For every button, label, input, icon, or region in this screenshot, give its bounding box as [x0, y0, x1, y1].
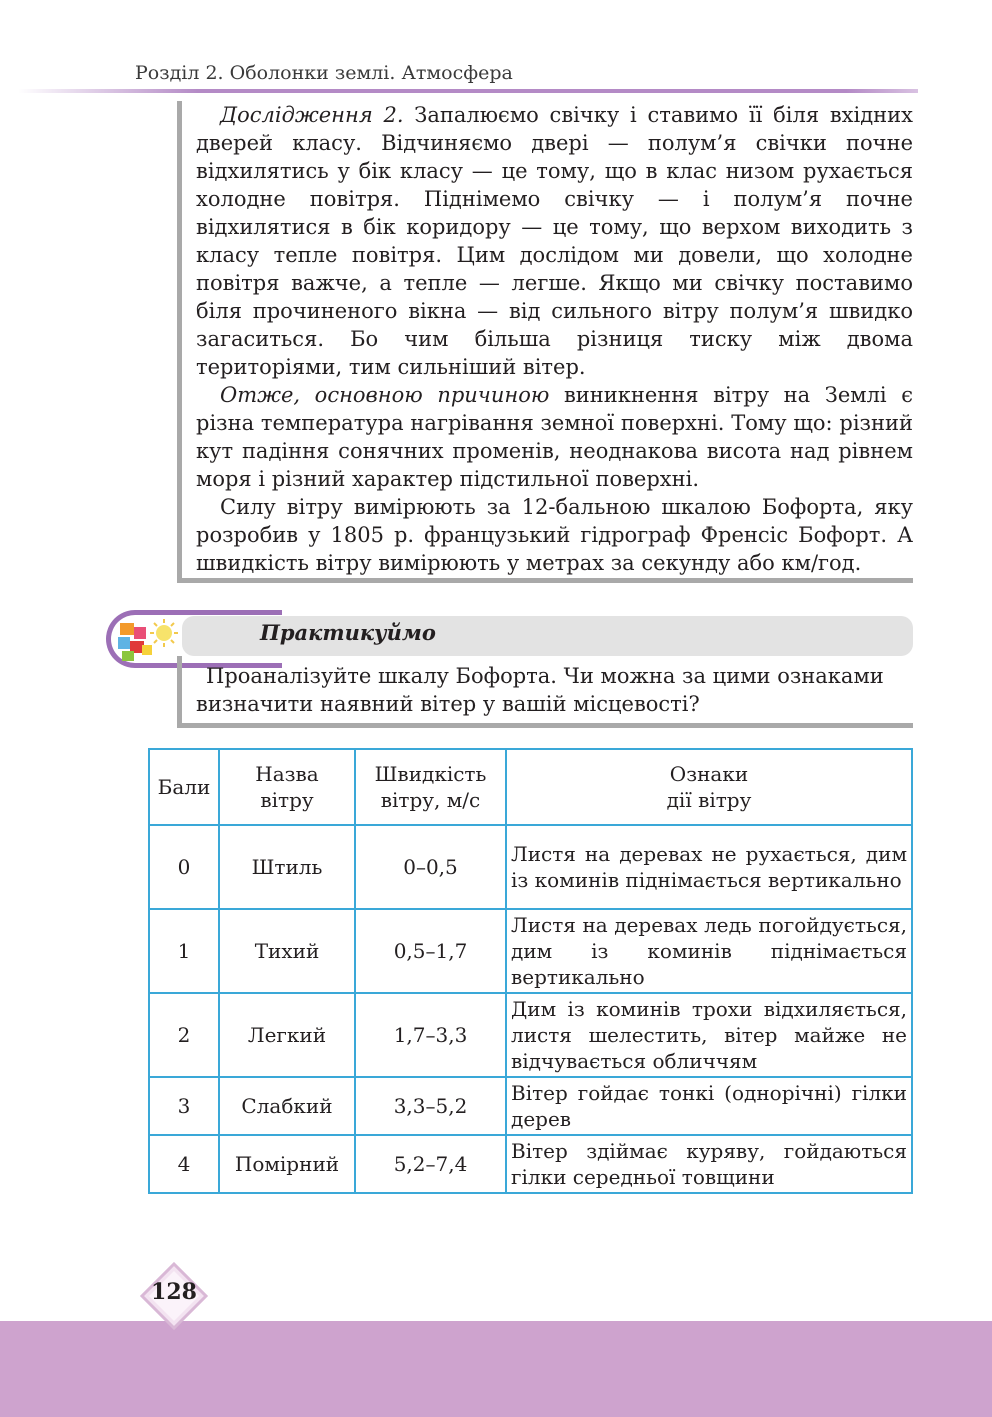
cell-points: 3 — [149, 1077, 219, 1135]
cell-signs: Листя на деревах ледь погойдується, дим із коминів піднімається вертикально — [506, 909, 912, 993]
paragraph-beaufort: Силу вітру вимірюють за 12-бальною шкалою Бофорта, яку розробив у 1805 р. французький гідрограф Френсіс Бофорт. А швидкість вітру вимірюють у метрах за секунду або км/год. — [196, 495, 913, 575]
cell-wind-name: Штиль — [219, 825, 355, 909]
puzzle-icon — [114, 617, 186, 667]
main-text-block — [177, 101, 913, 583]
footer-band — [0, 1321, 992, 1417]
beaufort-table — [148, 748, 913, 1194]
chapter-header: Розділ 2. Оболонки землі. Атмосфера — [135, 62, 513, 84]
paragraph-research-lead: Дослідження 2. — [220, 103, 404, 127]
cell-points: 0 — [149, 825, 219, 909]
header-signs — [506, 749, 912, 825]
paragraph-research-body: Запалюємо свічку і ставимо її біля вхідних дверей класу. Відчиняємо двері — полум’я свічки почне відхилятись у бік класу — це тому, що в клас низом рухається холодне повітря. Піднімемо свічку — і полум’я почне відхилятися в бік коридору — це тому, що верхом виходить з класу тепле повітря. Цим дослідом ми довели, що холодне повітря важче, а тепле — легше. Якщо ми свічку поставимо біля прочиненого вікна — від сильного вітру полум’я швидко загаситься. Бо чим більша різниця тиску між двома територіями, тим сильніший вітер. — [196, 103, 913, 379]
practice-text: Проаналізуйте шкалу Бофорта. Чи можна за цими ознаками визначити наявний вітер у вашій місцевості? — [196, 664, 884, 716]
cell-wind-name: Слабкий — [219, 1077, 355, 1135]
cell-points: 4 — [149, 1135, 219, 1193]
practice-title: Практикуймо — [260, 620, 436, 645]
paragraph-cause — [196, 381, 913, 493]
header-speed — [355, 749, 506, 825]
table-row — [149, 1135, 912, 1193]
paragraph-research — [196, 101, 913, 381]
cell-points: 2 — [149, 993, 219, 1077]
paragraph-cause-lead: Отже, основною причиною — [220, 383, 550, 407]
table-row — [149, 909, 912, 993]
header-name — [219, 749, 355, 825]
cell-wind-name: Помірний — [219, 1135, 355, 1193]
table-row — [149, 993, 912, 1077]
cell-signs: Вітер здіймає куряву, гойдаються гілки середньої товщини — [506, 1135, 912, 1193]
page-number: 128 — [151, 1279, 197, 1305]
cell-wind-name: Тихий — [219, 909, 355, 993]
header-points: Бали — [149, 749, 219, 825]
cell-speed: 1,7–3,3 — [355, 993, 506, 1077]
cell-signs: Вітер гойдає тонкі (однорічні) гілки дерев — [506, 1077, 912, 1135]
table-row — [149, 1077, 912, 1135]
cell-speed: 3,3–5,2 — [355, 1077, 506, 1135]
paragraph-cause-body: виникнення вітру на Землі є різна температура нагрівання земної поверхні. Тому що: різний кут падіння сонячних променів, неоднакова висота над рівнем моря і різний характер підстильної поверхні. — [196, 383, 913, 491]
cell-wind-name: Легкий — [219, 993, 355, 1077]
table-row — [149, 825, 912, 909]
header-name-line1: Назва — [255, 762, 319, 786]
header-signs-line1: Ознаки — [669, 762, 749, 786]
header-signs-line2: дії вітру — [666, 788, 752, 812]
header-speed-line2: вітру, м/с — [380, 788, 481, 812]
cell-speed: 0–0,5 — [355, 825, 506, 909]
cell-points: 1 — [149, 909, 219, 993]
header-divider — [18, 89, 918, 93]
header-name-line2: вітру — [260, 788, 314, 812]
cell-speed: 5,2–7,4 — [355, 1135, 506, 1193]
header-speed-line1: Швидкість — [374, 762, 487, 786]
cell-signs: Листя на деревах не рухається, дим із коминів піднімається вертикально — [506, 825, 912, 909]
practice-block — [177, 656, 913, 728]
table-header-row — [149, 749, 912, 825]
cell-signs: Дим із коминів трохи відхиляється, листя шелестить, вітер майже не відчувається обличчям — [506, 993, 912, 1077]
cell-speed: 0,5–1,7 — [355, 909, 506, 993]
